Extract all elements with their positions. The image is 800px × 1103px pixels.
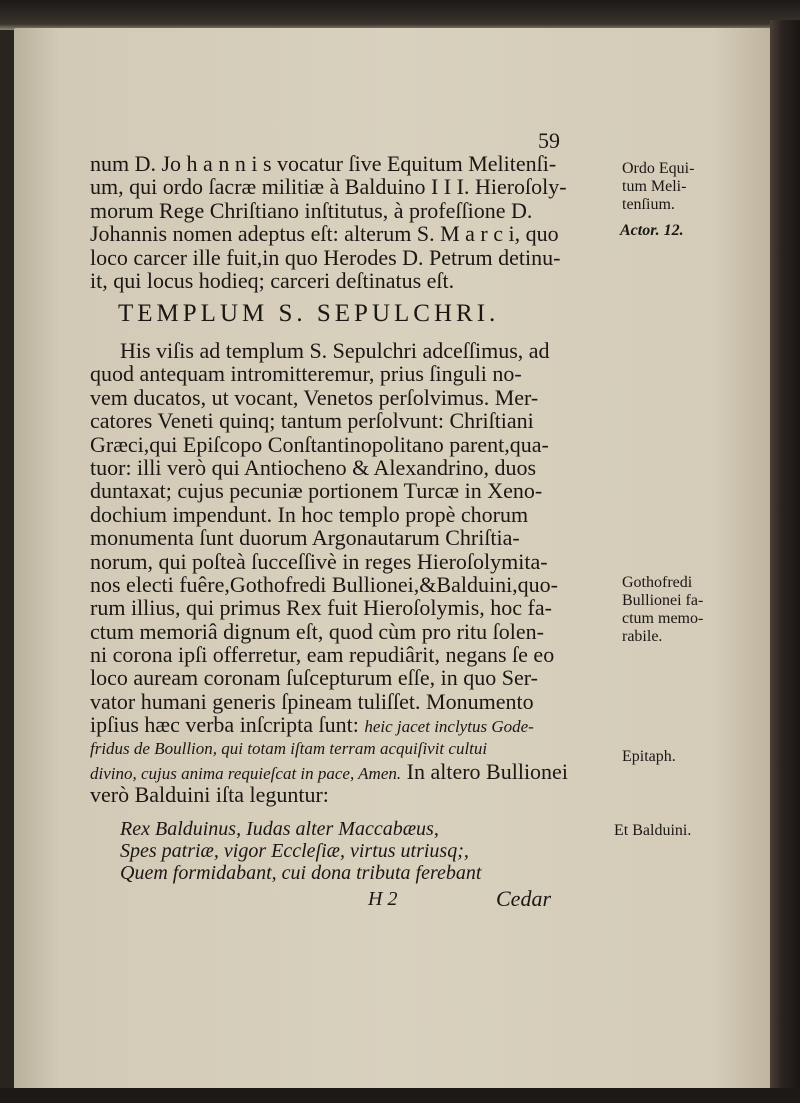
verse-line: Rex Balduinus, Iudas alter Maccabæus, bbox=[120, 818, 439, 840]
marginal-note-actor bbox=[620, 222, 684, 240]
text-line: loco carcer ille fuit,in quo Herodes D. Petrum detinu- bbox=[90, 244, 561, 270]
text-line: num D. Jo h a n n i s vocatur ſive Equitum Melitenſi- bbox=[90, 151, 557, 176]
text-line: quod antequam intromitteremur, prius ſinguli no- bbox=[90, 361, 522, 387]
note-line: Gothofredi bbox=[622, 574, 693, 591]
text-line: verò Balduini iſta leguntur: bbox=[90, 782, 329, 808]
text-line: duntaxat; cujus pecuniæ portionem Turcæ in Xeno- bbox=[90, 478, 543, 504]
text-span: In altero Bullionei bbox=[406, 759, 568, 785]
note-line: Actor. 12. bbox=[620, 222, 684, 239]
text-line bbox=[90, 761, 630, 784]
text-line: um, qui ordo ſacræ militiæ à Balduino I I I. Hieroſoly- bbox=[90, 174, 567, 200]
section-heading: TEMPLUM S. SEPULCHRI. bbox=[118, 300, 500, 327]
book-edge-bottom bbox=[0, 1088, 800, 1103]
note-line: Bullionei fa- bbox=[622, 592, 704, 609]
paragraph-2 bbox=[90, 340, 630, 808]
text-line: tuor: illi verò qui Antiocheno & Alexandrino, duos bbox=[90, 454, 537, 480]
text-line: dochium impendunt. In hoc templo propè chorum bbox=[90, 501, 529, 527]
verse-line: Quem formidabant, cui dona tributa ferebant bbox=[120, 862, 482, 884]
marginal-note-ordo bbox=[622, 160, 694, 214]
text-line: ctum memoriâ dignum eſt, quod cùm pro ritu ſolen- bbox=[90, 618, 544, 644]
epitaph-text: divino, cujus anima requieſcat in pace, Amen. bbox=[90, 764, 402, 784]
epitaph-text: heic jacet inclytus Gode- bbox=[364, 717, 534, 737]
text-line bbox=[90, 714, 630, 737]
marginal-note-balduini: Et Balduini. bbox=[614, 822, 692, 839]
text-line: monumenta ſunt duorum Argonautarum Chriſtia- bbox=[90, 525, 520, 551]
text-line: His viſis ad templum S. Sepulchri adceſſimus, ad bbox=[120, 338, 550, 363]
marginal-note-gothofredi bbox=[622, 574, 703, 646]
note-line: tenſium. bbox=[622, 196, 675, 213]
text-span: ipſius hæc verba inſcripta ſunt: bbox=[90, 712, 359, 738]
book-edge-right bbox=[770, 20, 800, 1103]
marginal-note-epitaph: Epitaph. bbox=[622, 748, 676, 765]
text-line: Johannis nomen adeptus eſt: alterum S. M a r c i, quo bbox=[90, 221, 559, 247]
signature-mark: H 2 bbox=[368, 888, 398, 910]
page-number: 59 bbox=[538, 128, 560, 153]
text-line: norum, qui poſteà ſucceſſivè in reges Hieroſolymita- bbox=[90, 548, 548, 574]
text-line: morum Rege Chriſtiano inſtitutus, à profeſſione D. bbox=[90, 197, 533, 223]
verse bbox=[120, 818, 481, 884]
text-line: loco auream coronam ſuſcepturum eſſe, in quo Ser- bbox=[90, 665, 538, 691]
text-line: vem ducatos, ut vocant, Venetos perſolvimus. Mer- bbox=[90, 384, 539, 410]
verse-line: Spes patriæ, vigor Eccleſiæ, virtus utriusq;, bbox=[120, 840, 469, 862]
epitaph-text: fridus de Boullion, qui totam iſtam terram acquiſivit cultui bbox=[90, 738, 488, 758]
note-line: rabile. bbox=[622, 628, 663, 645]
note-line: tum Meli- bbox=[622, 178, 687, 195]
text-line: it, qui locus hodieq; carceri deſtinatus eſt. bbox=[90, 267, 455, 293]
text-line: Græci,qui Epiſcopo Conſtantinopolitano parent,qua- bbox=[90, 431, 549, 457]
text-line: nos electi fuêre,Gothofredi Bullionei,&Balduini,quo- bbox=[90, 571, 559, 597]
catchword: Cedar bbox=[496, 886, 551, 911]
text-line: catores Veneti quinq; tantum perſolvunt: Chriſtiani bbox=[90, 408, 534, 434]
text-line: ni corona ipſi offerretur, eam repudiârit, negans ſe eo bbox=[90, 642, 555, 668]
text-line: rum illius, qui primus Rex fuit Hieroſolymis, hoc fa- bbox=[90, 595, 552, 621]
text-line: vator humani generis ſpineam tuliſſet. Monumento bbox=[90, 688, 534, 714]
note-line: ctum memo- bbox=[622, 610, 704, 627]
paragraph-1 bbox=[90, 152, 620, 292]
book-edge-top bbox=[0, 0, 800, 30]
note-line: Ordo Equi- bbox=[622, 160, 695, 177]
